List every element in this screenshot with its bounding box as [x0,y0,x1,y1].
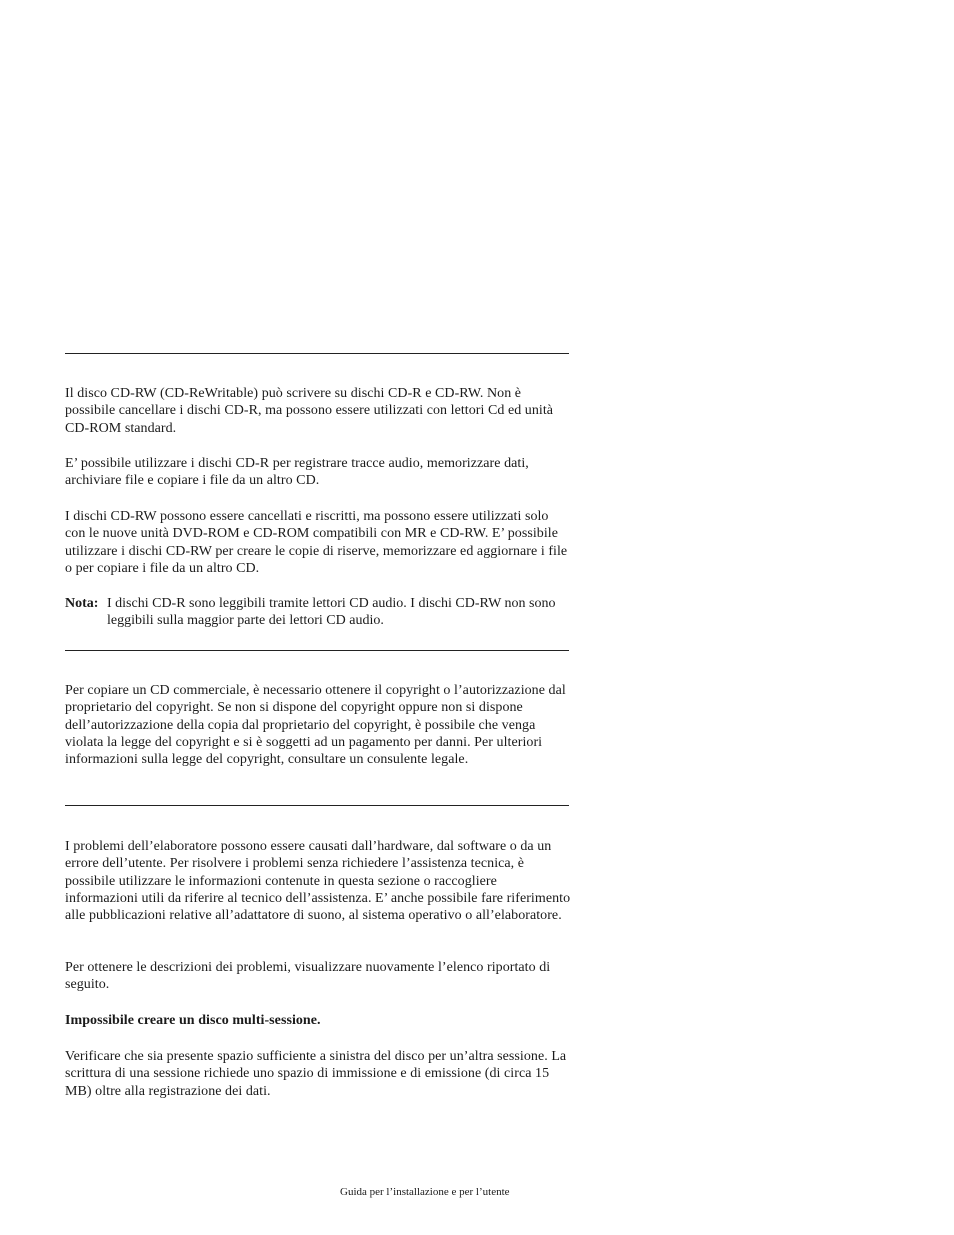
cd-r-usage-paragraph: E’ possibile utilizzare i dischi CD-R per registrare tracce audio, memorizzare dati, archiviare file e copiare i file da un altro CD. [65,456,529,489]
cd-rw-usage-paragraph: I dischi CD-RW possono essere cancellati e riscritti, ma possono essere utilizzati solo con le nuove unità DVD-ROM e CD-ROM compatibili con MR e CD-RW. E’ possibile utilizzare i dischi CD-RW per creare le copie di riserve, memorizzare ed aggiornare i file o per copiare i file da un altro CD. [65,509,568,576]
note-text: I dischi CD-R sono leggibili tramite lettori CD audio. I dischi CD-RW non sono leggibili sulla maggior parte dei lettori CD audio. [107,596,556,629]
note-block [65,595,571,630]
problems-intro-paragraph: I problemi dell’elaboratore possono essere causati dall’hardware, dal software o da un errore dell’utente. Per risolvere i problemi senza richiedere l’assistenza tecnica, è possibile utilizzare le informazioni contenute in questa sezione o raccogliere informazioni utili da riferire al tecnico dell’assistenza. E’ anche possibile fare riferimento alle pubblicazioni relative all’adattatore di suono, al sistema operativo o all’elaboratore. [65,839,571,924]
section-divider [65,650,569,651]
problem-solution-paragraph: Verificare che sia presente spazio sufficiente a sinistra del disco per un’altra sessione. La scrittura di una sessione richiede uno spazio di immissione e di emissione (di circa 15 MB) oltre alla registrazione dei dati. [65,1049,567,1099]
problem-heading: Impossibile creare un disco multi-sessione. [65,1013,321,1028]
section-divider [65,353,569,354]
section-divider [65,805,569,806]
page-footer: Guida per l’installazione e per l’utente [340,1186,510,1198]
copyright-paragraph: Per copiare un CD commerciale, è necessario ottenere il copyright o l’autorizzazione dal proprietario del copyright. Se non si dispone del copyright oppure non si dispone dell’autorizzazione della copia dal proprietario del copyright, è possibile che venga violata la legge del copyright e si è soggetti ad un pagamento per danni. Per ulteriori informazioni sulla legge del copyright, consultare un consulente legale. [65,683,566,768]
note-label: Nota: [65,596,99,611]
cd-rw-intro-paragraph: Il disco CD-RW (CD-ReWritable) può scrivere su dischi CD-R e CD-RW. Non è possibile cancellare i dischi CD-R, ma possono essere utilizzati con lettori Cd ed unità CD-ROM standard. [65,386,554,436]
problems-list-paragraph: Per ottenere le descrizioni dei problemi, visualizzare nuovamente l’elenco riportato di seguito. [65,960,551,993]
